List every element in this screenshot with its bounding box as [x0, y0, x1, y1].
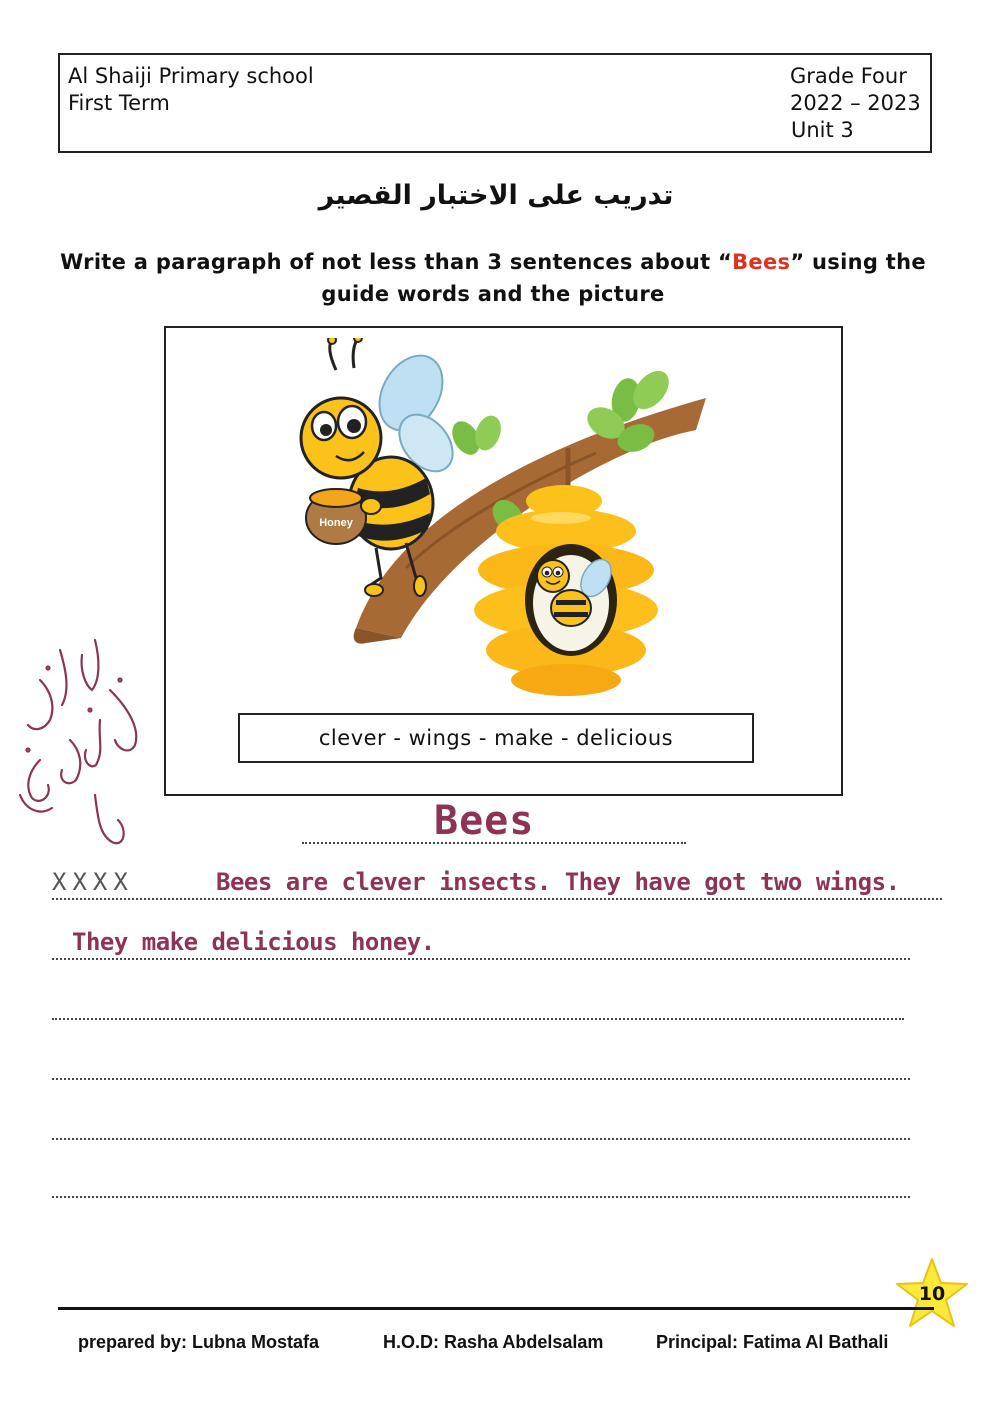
picture-frame: [164, 326, 843, 796]
page-title: تدريب على الاختبار القصير: [318, 180, 674, 211]
grade: Grade Four: [790, 64, 907, 88]
crossed-out-marks: XXXX: [52, 868, 134, 896]
header-box: [58, 53, 932, 153]
answer-line-2: They make delicious honey.: [72, 928, 435, 956]
instruction: [52, 246, 934, 310]
school-year: 2022 – 2023: [790, 91, 921, 115]
bee-illustration: [296, 338, 706, 703]
writing-line-3: [52, 1018, 904, 1020]
writing-line-1: [52, 898, 942, 900]
guide-words-box: clever - wings - make - delicious: [238, 713, 754, 763]
term: First Term: [68, 91, 170, 115]
handwritten-annotation: [0, 620, 160, 850]
writing-line-5: [52, 1138, 910, 1140]
writing-line-2: [52, 958, 910, 960]
footer-prepared-by: prepared by: Lubna Mostafa: [78, 1332, 320, 1352]
footer-divider: [58, 1307, 934, 1310]
instruction-highlight: Bees: [732, 250, 791, 274]
footer-principal: Principal: Fatima Al Bathali: [656, 1332, 889, 1352]
school-name: Al Shaiji Primary school: [68, 64, 314, 88]
instruction-text-start: Write a paragraph of not less than 3 sentences about “: [60, 250, 733, 274]
instruction-text-end: ” using the guide words and the picture: [321, 250, 926, 306]
honey-label: Honey: [319, 517, 353, 529]
unit: Unit 3: [791, 118, 854, 142]
writing-line-6: [52, 1196, 910, 1198]
footer-hod: H.O.D: Rasha Abdelsalam: [383, 1332, 604, 1352]
writing-line-4: [52, 1078, 910, 1080]
answer-title: Bees: [434, 798, 535, 844]
answer-line-1: Bees are clever insects. They have got two wings.: [216, 868, 900, 896]
page-number: 10: [918, 1283, 946, 1305]
